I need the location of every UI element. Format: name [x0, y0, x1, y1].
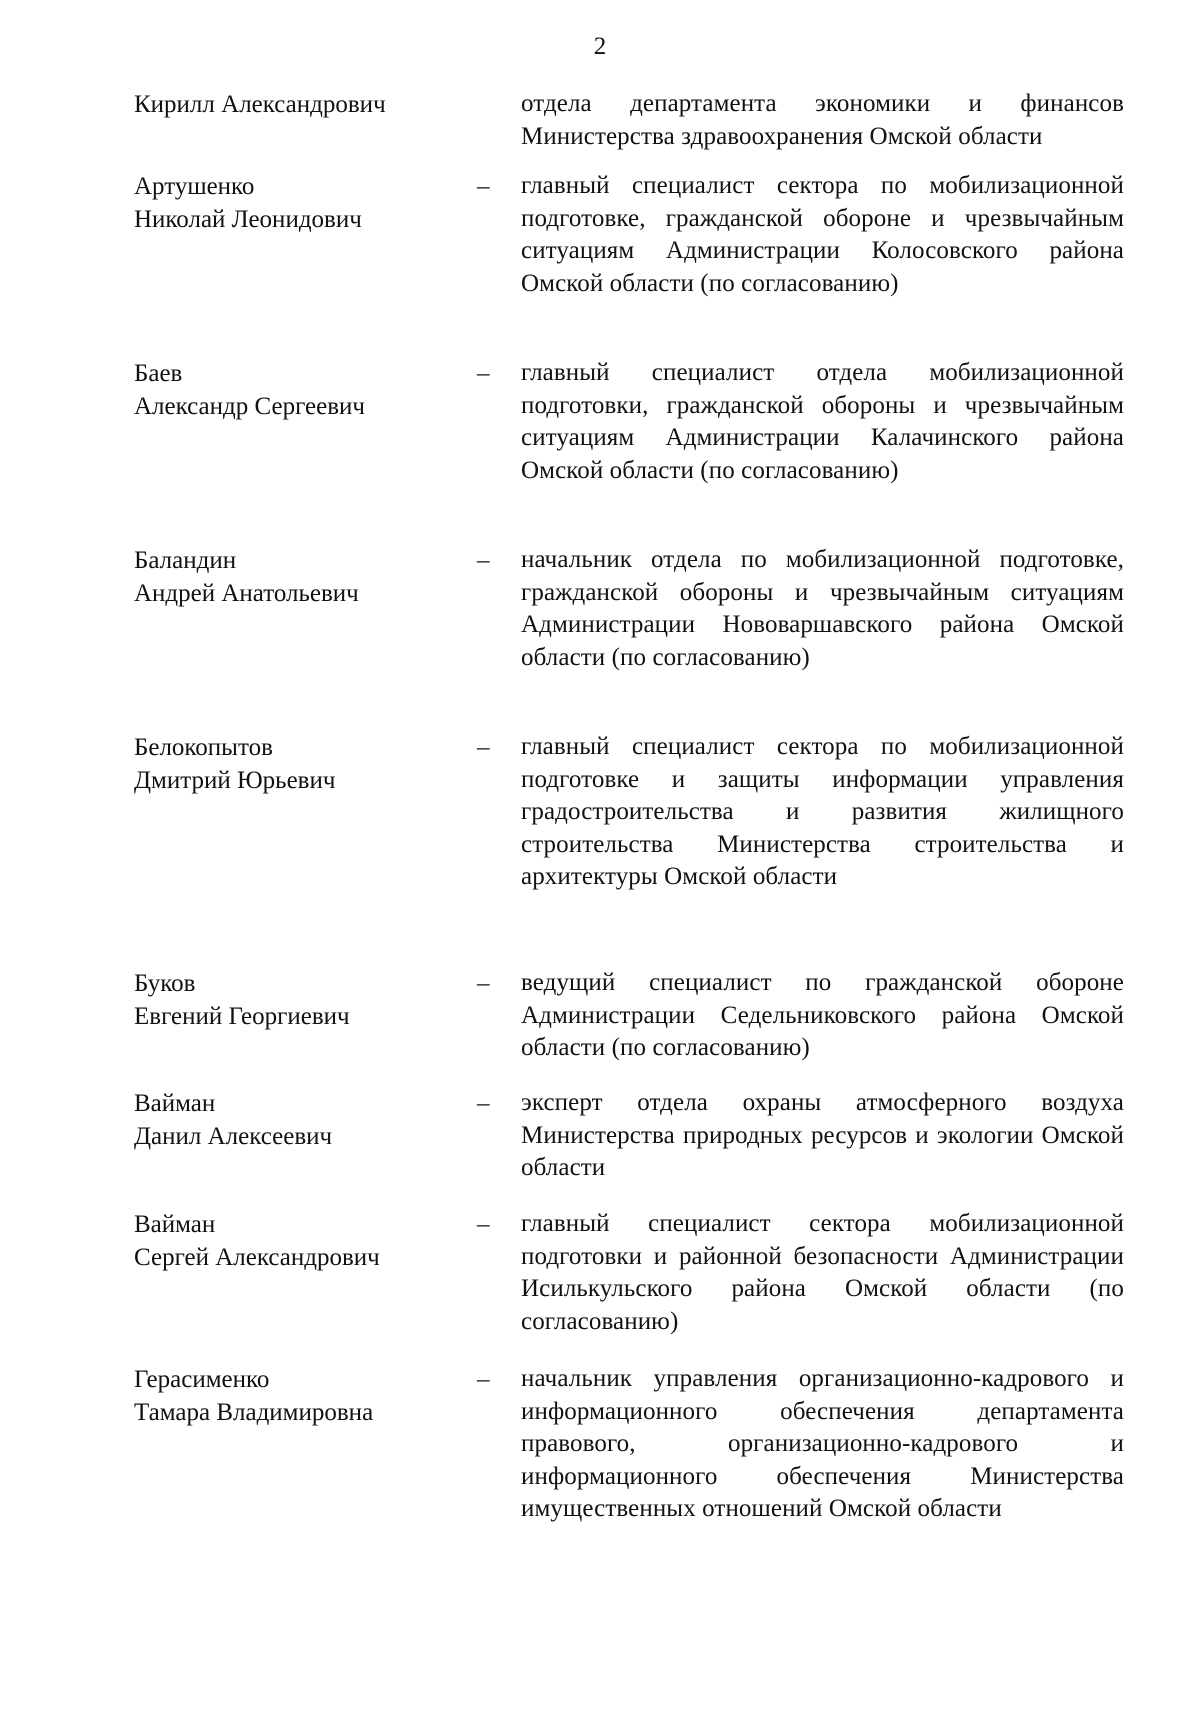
- member-surname: Баландин: [134, 547, 237, 574]
- member-surname: Артушенко: [134, 173, 255, 200]
- entry-dash: –: [477, 1090, 490, 1117]
- member-given-names: Кирилл Александрович: [134, 91, 386, 118]
- entry-dash: –: [477, 970, 490, 997]
- entry-dash: –: [477, 1211, 490, 1238]
- member-position: главный специалист сектора по мобилизационной подготовке и защиты информации управления градостроительства и развития жилищного строительства Министерства строительства и архитектуры Омской области: [521, 733, 1124, 890]
- member-name: [134, 544, 464, 610]
- member-surname: Белокопытов: [134, 734, 273, 761]
- member-given-names: Тамара Владимировна: [134, 1399, 374, 1426]
- member-position: отдела департамента экономики и финансов Министерства здравоохранения Омской области: [521, 90, 1124, 150]
- entry-dash: –: [477, 360, 490, 387]
- member-position: начальник управления организационно-кадрового и информационного обеспечения департамента правового, организационно-кадрового и информационного обеспечения Министерства имущественных отношений Омской области: [521, 1365, 1124, 1522]
- entry-dash: –: [477, 173, 490, 200]
- member-given-names: Александр Сергеевич: [134, 393, 365, 420]
- member-position: эксперт отдела охраны атмосферного воздуха Министерства природных ресурсов и экологии Омской области: [521, 1089, 1124, 1181]
- member-given-names: Дмитрий Юрьевич: [134, 767, 336, 794]
- member-given-names: Данил Алексеевич: [134, 1123, 333, 1150]
- member-name: [134, 967, 464, 1033]
- member-surname: Вайман: [134, 1090, 216, 1117]
- member-name: [134, 731, 464, 797]
- member-name: [134, 1087, 464, 1153]
- member-surname: Герасименко: [134, 1366, 270, 1393]
- member-name: [134, 357, 464, 423]
- member-given-names: Андрей Анатольевич: [134, 580, 359, 607]
- member-name: [134, 1208, 464, 1274]
- member-name: [134, 88, 464, 121]
- member-position: главный специалист сектора мобилизационной подготовки и районной безопасности Администрации Исилькульского района Омской области (по согласованию): [521, 1210, 1124, 1335]
- member-surname: Вайман: [134, 1211, 216, 1238]
- member-given-names: Николай Леонидович: [134, 206, 362, 233]
- member-given-names: Сергей Александрович: [134, 1244, 380, 1271]
- member-position: главный специалист сектора по мобилизационной подготовке, гражданской обороне и чрезвычайным ситуациям Администрации Колосовского района Омской области (по согласованию): [521, 172, 1124, 297]
- page-number: 2: [593, 33, 607, 60]
- member-surname: Буков: [134, 970, 196, 997]
- entry-dash: –: [477, 1366, 490, 1393]
- member-name: [134, 1363, 464, 1429]
- member-position: ведущий специалист по гражданской обороне Администрации Седельниковского района Омской области (по согласованию): [521, 969, 1124, 1061]
- member-name: [134, 170, 464, 236]
- member-position: главный специалист отдела мобилизационной подготовки, гражданской обороны и чрезвычайным ситуациям Администрации Калачинского района Омской области (по согласованию): [521, 359, 1124, 484]
- member-given-names: Евгений Георгиевич: [134, 1003, 350, 1030]
- member-position: начальник отдела по мобилизационной подготовке, гражданской обороны и чрезвычайным ситуациям Администрации Нововаршавского района Омской области (по согласованию): [521, 546, 1124, 671]
- member-surname: Баев: [134, 360, 183, 387]
- entry-dash: –: [477, 734, 490, 761]
- entry-dash: –: [477, 547, 490, 574]
